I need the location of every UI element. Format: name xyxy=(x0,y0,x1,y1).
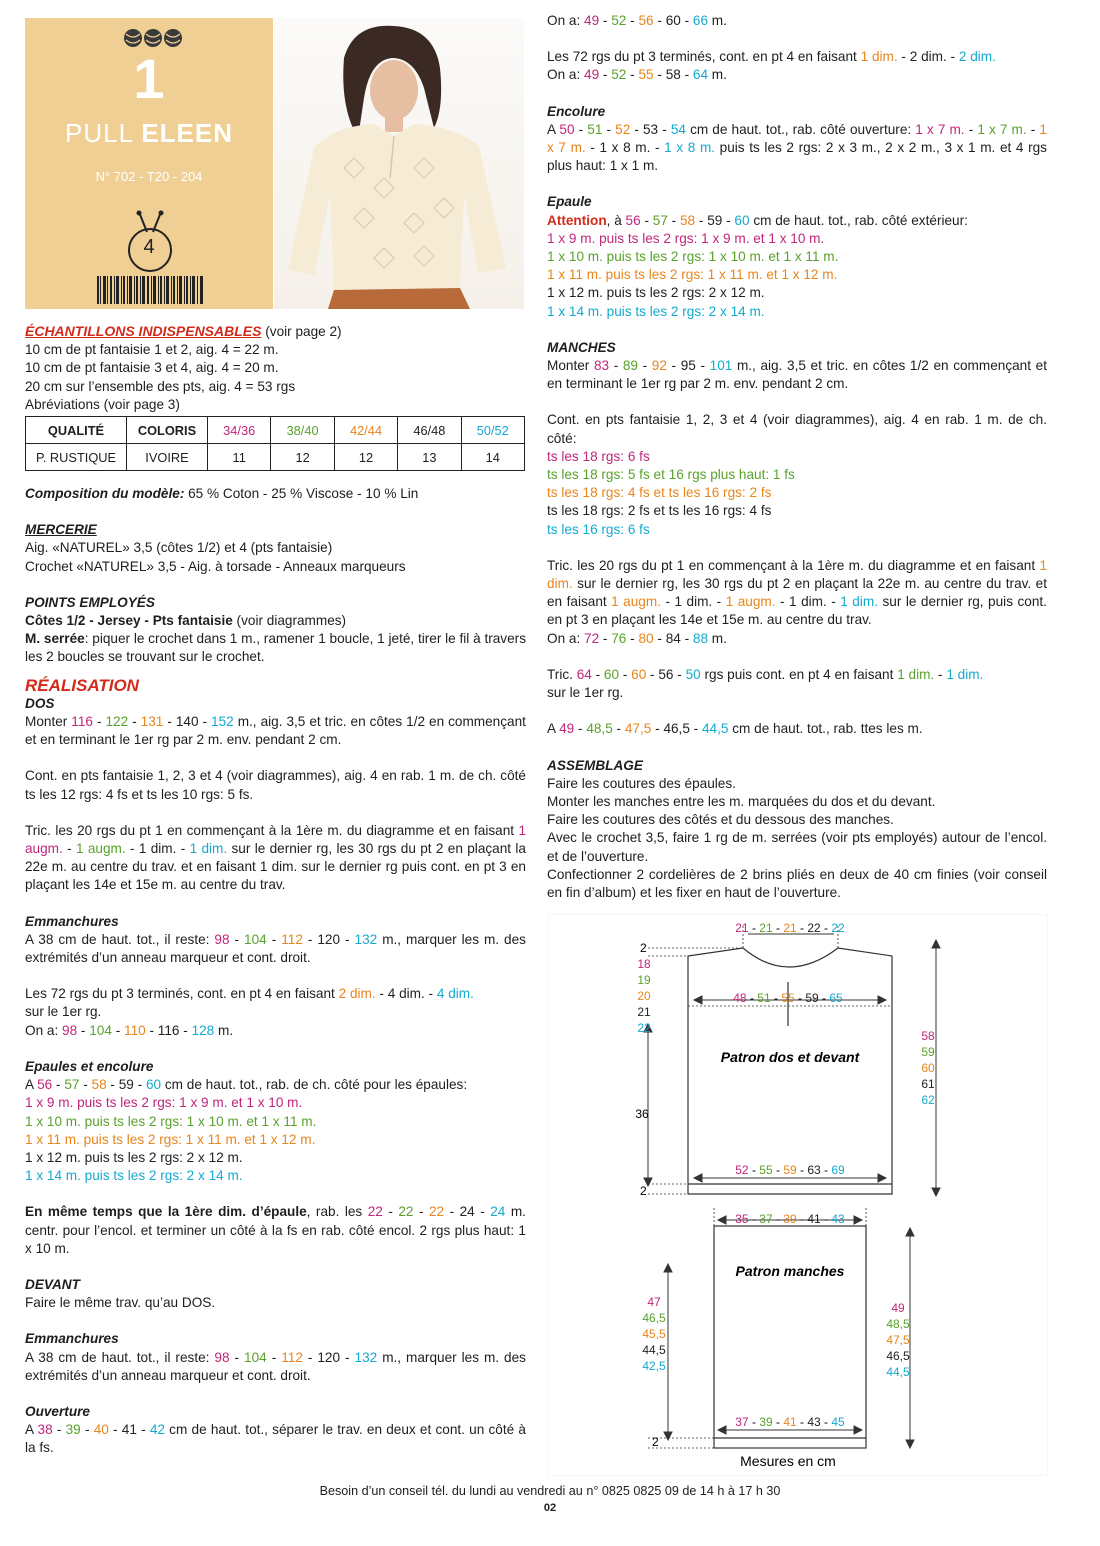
page-number: 02 xyxy=(543,1502,557,1514)
top-neck-label: 21 - 21 - 21 - 22 - 22 xyxy=(735,921,845,935)
yarn-table-header xyxy=(26,417,525,444)
points-line: M. serrée: piquer le crochet dans 1 m., ramener 1 boucle, 1 jeté, tirer le fil à travers les 2 boucles se trouvant sur le crochet. xyxy=(25,631,526,665)
manches-p3: Tric. les 20 rgs du pt 1 en commençant à la 1ère m. du diagramme et en faisant 1 dim. sur le dernier rg, les 30 rgs du pt 2 en plaçant la 22e m. au centre du trav. et en faisant 1 augm. - 1 dim. - 1 augm. - 1 dim. - 1 dim. sur le dernier rg, puis cont. en pt 3 en plaçant les 14e et 15e m. au centre du trav. xyxy=(547,557,1047,628)
pattern-number: 1 xyxy=(133,47,165,110)
encolure-title: Encolure xyxy=(547,103,606,119)
chest-label: 48 - 51 - 55 - 59 - 65 xyxy=(733,991,843,1005)
hem-label: 52 - 55 - 59 - 63 - 69 xyxy=(735,1163,845,1177)
cell: 12 xyxy=(334,444,397,471)
yarn-table xyxy=(25,416,525,471)
assemblage-line: Confectionner 2 cordelières de 2 brins pliés en deux de 40 cm finies (voir conseil en fin d’album) et les fixer en haut de l’ouverture. xyxy=(547,866,1047,900)
manches-title: MANCHES xyxy=(547,339,616,355)
emmanchures-p2b: sur le 1er rg. xyxy=(25,1004,102,1020)
emmanchures2-p1: A 38 cm de haut. tot., il reste: 98 - 104 - 112 - 120 - 132 m., marquer les m. des extrémités d’un anneau marqueur et cont. droit. xyxy=(25,1349,526,1383)
manches-p4: Tric. 64 - 60 - 60 - 56 - 50 rgs puis cont. en pt 4 en faisant 1 dim. - 1 dim. xyxy=(547,666,984,682)
encolure-p1: A 50 - 51 - 52 - 53 - 54 cm de haut. tot., rab. côté ouverture: 1 x 7 m. - 1 x 7 m. - 1 x 7 m. - 1 x 8 m. - 1 x 8 m. puis ts les 2 rgs: 2 x 3 m., 2 x 2 m., 3 x 1 m. et 4 rgs plus haut: 1 x 1 m. xyxy=(547,121,1047,174)
sleeve-left-stack xyxy=(642,1295,666,1373)
diagram-caption: Mesures en cm xyxy=(740,1453,836,1469)
dos-p3: Tric. les 20 rgs du pt 1 en commençant à la 1ère m. du diagramme et en faisant 1 augm. - 1 augm. - 1 dim. - 1 dim. sur le dernier rg, les 30 rgs du pt 2 en plaçant la 22e m. au centre du trav. et en faisant 1 dim. sur le dernier rg puis cont. en pt 3 en plaçant les 14e et 15e m. au centre du trav. xyxy=(25,822,526,893)
emmanchures-p2: Les 72 rgs du pt 3 terminés, cont. en pt 4 en faisant 2 dim. - 4 dim. - 4 dim. xyxy=(25,986,474,1002)
mercerie-line: Crochet «NATUREL» 3,5 - Aig. à torsade - Anneaux marqueurs xyxy=(25,558,406,574)
svg-text:22: 22 xyxy=(637,1021,651,1035)
manches-size-line: ts les 18 rgs: 2 fs et ts les 16 rgs: 4 fs xyxy=(547,503,772,519)
epaule-size-line: 1 x 12 m. puis ts les 2 rgs: 2 x 12 m. xyxy=(547,285,765,301)
svg-text:46,5: 46,5 xyxy=(886,1349,910,1363)
cell: 13 xyxy=(398,444,461,471)
svg-text:61: 61 xyxy=(921,1077,935,1091)
cell: 14 xyxy=(461,444,524,471)
sleeve-title: Patron manches xyxy=(735,1263,845,1279)
epaules-size-line: 1 x 14 m. puis ts les 2 rgs: 2 x 14 m. xyxy=(25,1168,243,1184)
assemblage-title: ASSEMBLAGE xyxy=(547,757,643,773)
cell: 12 xyxy=(271,444,334,471)
pattern-header xyxy=(25,18,273,309)
echantillon-line: 20 cm sur l’ensemble des pts, aig. 4 = 53 rgs xyxy=(25,378,296,394)
svg-text:48,5: 48,5 xyxy=(886,1317,910,1331)
sleeve-rib-label: 2 xyxy=(652,1435,659,1449)
points-title: POINTS EMPLOYÉS xyxy=(25,594,155,610)
svg-text:49: 49 xyxy=(891,1301,905,1315)
epaule-size-line: 1 x 14 m. puis ts les 2 rgs: 2 x 14 m. xyxy=(547,303,765,319)
dos-p2: Cont. en pts fantaisie 1, 2, 3 et 4 (voir diagrammes), aig. 4 en rab. 1 m. de ch. côté ts les 12 rgs: 4 fs et ts les 10 rgs: 5 fs. xyxy=(25,768,526,802)
emmanchures-title: Emmanchures xyxy=(25,913,119,929)
svg-text:46,5: 46,5 xyxy=(642,1311,666,1325)
manches-ona: On a: 72 - 76 - 80 - 84 - 88 m. xyxy=(547,630,727,646)
epaules-size-line: 1 x 9 m. puis ts les 2 rgs: 1 x 9 m. et 1 x 10 m. xyxy=(25,1095,303,1111)
col-size-2: 38/40 xyxy=(271,417,334,444)
pattern-title: PULL ELEEN xyxy=(65,118,233,148)
devant-title: DEVANT xyxy=(25,1276,80,1292)
model-photo xyxy=(274,18,524,309)
manches-size-line: ts les 18 rgs: 4 fs et ts les 16 rgs: 2 fs xyxy=(547,485,772,501)
sleeve-top-label: 35 - 37 - 39 - 41 - 43 xyxy=(735,1212,845,1226)
col-size-3: 42/44 xyxy=(334,417,397,444)
svg-text:45,5: 45,5 xyxy=(642,1327,666,1341)
body-title: Patron dos et devant xyxy=(720,1049,860,1065)
side-length-label: 36 xyxy=(635,1107,649,1121)
manches-p1: Monter 83 - 89 - 92 - 95 - 101 m., aig. 3,5 et tric. en côtes 1/2 en commençant et en terminant le 1er rg par 2 m. env. pendant 2 cm. xyxy=(547,358,1047,392)
epaule-size-line: 1 x 11 m. puis ts les 2 rgs: 1 x 11 m. et 1 x 12 m. xyxy=(547,267,838,283)
assemblage-line: Monter les manches entre les m. marquées du dos et du devant. xyxy=(547,793,936,809)
p72-line: Les 72 rgs du pt 3 terminés, cont. en pt 4 en faisant 1 dim. - 2 dim. - 2 dim. xyxy=(547,49,996,65)
epaule-title: Epaule xyxy=(547,194,592,210)
svg-text:47,5: 47,5 xyxy=(886,1333,910,1347)
points-line: Côtes 1/2 - Jersey - Pts fantaisie (voir diagrammes) xyxy=(25,613,347,629)
manches-p2: Cont. en pts fantaisie 1, 2, 3 et 4 (voir diagrammes), aig. 4 en rab. 1 m. de ch. côté: xyxy=(547,412,1047,446)
manches-size-line: ts les 16 rgs: 6 fs xyxy=(547,521,650,537)
svg-text:42,5: 42,5 xyxy=(642,1359,666,1373)
ona-line: On a: 49 - 52 - 56 - 60 - 66 m. xyxy=(547,13,727,28)
pattern-reference: N° 702 - T20 - 204 xyxy=(95,169,203,184)
manches-p4b: sur le 1er rg. xyxy=(547,685,624,701)
cell: 11 xyxy=(208,444,271,471)
epaules-p2: En même temps que la 1ère dim. d’épaule, rab. les 22 - 22 - 22 - 24 - 24 m. centr. pour l’encol. et terminer un côté à la fs en rab. côté encol. 2 rgs plus haut: 1 x 10 m. xyxy=(25,1204,526,1256)
epaule-p1: Attention, à 56 - 57 - 58 - 59 - 60 cm de haut. tot., rab. côté extérieur: xyxy=(547,212,968,228)
emmanchures-ona: On a: 98 - 104 - 110 - 116 - 128 m. xyxy=(25,1022,234,1038)
pattern-diagram xyxy=(548,914,1048,1476)
composition: Composition du modèle: 65 % Coton - 25 % Viscose - 10 % Lin xyxy=(25,486,419,502)
svg-text:44,5: 44,5 xyxy=(642,1343,666,1357)
epaules-p1: A 56 - 57 - 58 - 59 - 60 cm de haut. tot., rab. de ch. côté pour les épaules: xyxy=(25,1077,468,1093)
sleeve-bottom-label: 37 - 39 - 41 - 43 - 45 xyxy=(735,1415,845,1429)
echantillons-title: ÉCHANTILLONS INDISPENSABLES (voir page 2) xyxy=(25,323,342,339)
col-coloris: COLORIS xyxy=(127,417,208,444)
manches-size-line: ts les 18 rgs: 5 fs et 16 rgs plus haut: 1 fs xyxy=(547,467,795,483)
epaules-title: Epaules et encolure xyxy=(25,1058,154,1074)
col-qualite: QUALITÉ xyxy=(26,417,127,444)
svg-text:58: 58 xyxy=(921,1029,935,1043)
needle-size: 4 xyxy=(143,236,155,258)
epaule-size-line: 1 x 10 m. puis ts les 2 rgs: 1 x 10 m. et 1 x 11 m. xyxy=(547,249,839,265)
needle-size-icon xyxy=(125,210,175,276)
svg-text:44,5: 44,5 xyxy=(886,1365,910,1379)
right-column xyxy=(547,12,1047,902)
echantillon-line: 10 cm de pt fantaisie 3 et 4, aig. 4 = 20 m. xyxy=(25,360,279,376)
left-column xyxy=(25,322,526,1458)
emmanchures2-title: Emmanchures xyxy=(25,1331,119,1347)
assemblage-line: Faire les coutures des côtés et du dessous des manches. xyxy=(547,812,894,828)
mercerie-title: MERCERIE xyxy=(25,522,97,538)
svg-text:60: 60 xyxy=(921,1061,935,1075)
devant-text: Faire le même trav. qu’au DOS. xyxy=(25,1295,216,1311)
assemblage-line: Avec le crochet 3,5, faire 1 rg de m. serrées (voir pts employés) autour de l’encol. et de l’ouverture. xyxy=(547,830,1047,864)
svg-text:59: 59 xyxy=(921,1045,935,1059)
epaule-size-line: 1 x 9 m. puis ts les 2 rgs: 1 x 9 m. et 1 x 10 m. xyxy=(547,230,825,246)
epaules-size-line: 1 x 12 m. puis ts les 2 rgs: 2 x 12 m. xyxy=(25,1149,243,1165)
rib-height-label: 2 xyxy=(640,1184,647,1198)
ouverture-title: Ouverture xyxy=(25,1403,90,1419)
emmanchures-p1: A 38 cm de haut. tot., il reste: 98 - 104 - 112 - 120 - 132 m., marquer les m. des extrémités d’un anneau marqueur et cont. droit. xyxy=(25,931,526,966)
col-size-4: 46/48 xyxy=(398,417,461,444)
col-size-5: 50/52 xyxy=(461,417,524,444)
epaules-size-line: 1 x 10 m. puis ts les 2 rgs: 1 x 10 m. et 1 x 11 m. xyxy=(25,1113,317,1129)
manches-size-line: ts les 18 rgs: 6 fs xyxy=(547,448,650,464)
dos-title: DOS xyxy=(25,695,55,711)
svg-text:20: 20 xyxy=(637,989,651,1003)
ouverture-p1: A 38 - 39 - 40 - 41 - 42 cm de haut. tot., séparer le trav. en deux et cont. un côté à la fs. xyxy=(25,1422,526,1456)
manches-p5: A 49 - 48,5 - 47,5 - 46,5 - 44,5 cm de haut. tot., rab. ttes les m. xyxy=(547,721,923,737)
col-size-1: 34/36 xyxy=(208,417,271,444)
ona-line: On a: 49 - 52 - 55 - 58 - 64 m. xyxy=(547,67,727,83)
cell: IVOIRE xyxy=(127,444,208,471)
shoulder-drop-label: 2 xyxy=(640,941,647,955)
right-size-stack xyxy=(921,1029,935,1107)
svg-text:62: 62 xyxy=(921,1093,935,1107)
sleeve-right-stack xyxy=(886,1301,910,1379)
yarn-table-row xyxy=(26,444,525,471)
svg-text:18: 18 xyxy=(637,957,651,971)
left-size-stack xyxy=(637,957,651,1035)
mercerie-line: Aig. «NATUREL» 3,5 (côtes 1/2) et 4 (pts fantaisie) xyxy=(25,540,333,556)
realisation-title: RÉALISATION xyxy=(25,675,139,695)
echantillon-line: Abréviations (voir page 3) xyxy=(25,396,180,412)
svg-text:21: 21 xyxy=(637,1005,651,1019)
epaules-size-line: 1 x 11 m. puis ts les 2 rgs: 1 x 11 m. et 1 x 12 m. xyxy=(25,1131,316,1147)
svg-text:47: 47 xyxy=(647,1295,661,1309)
dos-p1: Monter 116 - 122 - 131 - 140 - 152 m., aig. 3,5 et tric. en côtes 1/2 en commençant et en terminant le 1er rg par 2 m. env. pendant 2 cm. xyxy=(25,714,526,748)
barcode-icon xyxy=(97,276,203,304)
cell: P. RUSTIQUE xyxy=(26,444,127,471)
footer-help-line: Besoin d’un conseil tél. du lundi au vendredi au n° 0825 0825 09 de 14 h à 17 h 30 xyxy=(319,1484,781,1498)
echantillon-line: 10 cm de pt fantaisie 1 et 2, aig. 4 = 22 m. xyxy=(25,342,279,358)
svg-text:19: 19 xyxy=(637,973,651,987)
assemblage-line: Faire les coutures des épaules. xyxy=(547,775,736,791)
